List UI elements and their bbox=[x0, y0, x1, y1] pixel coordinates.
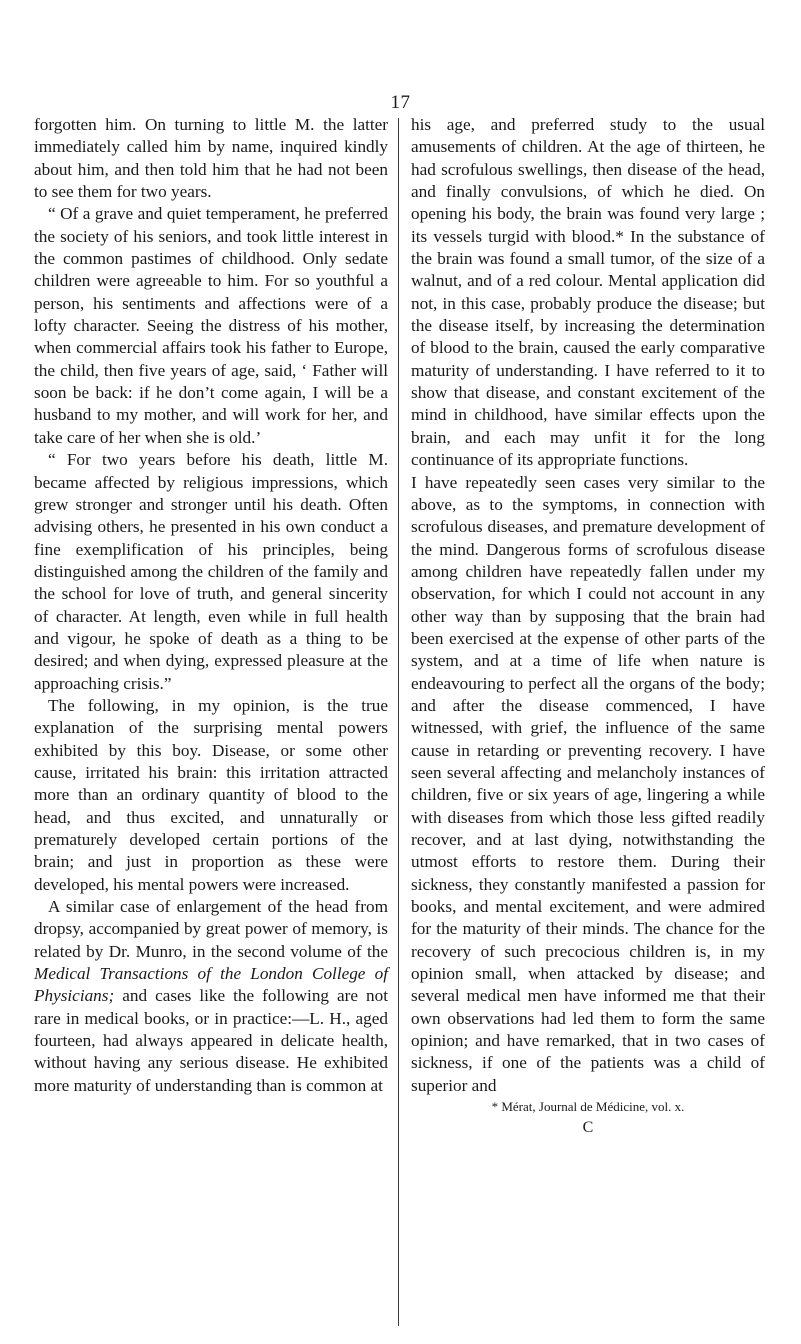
paragraph: “ Of a grave and quiet temperament, he preferred the society of his seniors, and took little interest in the common pastimes of childhood. Only sedate children were agreeable to him. For so youthful a person, his sentiments and affections were of a lofty character. Seeing the distress of his mother, when commercial affairs took his father to Europe, the child, then five years of age, said, ‘ Father will soon be back: if he don’t come again, I will be a husband to my mother, and will work for her, and take care of her when she is old.’ bbox=[34, 204, 388, 447]
column-divider bbox=[398, 118, 399, 1326]
text-run: A similar case of enlargement of the head from dropsy, accompanied by great power of memory, is related by Dr. Munro, in the second volume of the bbox=[34, 897, 388, 961]
left-column bbox=[34, 114, 388, 1097]
right-column bbox=[411, 114, 765, 1138]
text-run: and cases like the following are not rare in medical books, or in practice:—L. H., aged fourteen, had always appeared in delicate health, without having any serious disease. He exhibited more maturity of understanding than is common at bbox=[34, 986, 388, 1095]
journal-title: Medical Transactions of the London College of Physicians; bbox=[34, 964, 388, 1006]
paragraph: “ For two years before his death, little M. became affected by religious impressions, which grew stronger and stronger until his death. Often advising others, he presented in his own conduct a fine exemplification of his principles, being distinguished among the children of the family and the school for love of truth, and general sincerity of character. At length, even while in full health and vigour, he spoke of death as a thing to be desired; and when dying, expressed pleasure at the approaching crisis.” bbox=[34, 450, 388, 693]
paragraph: I have repeatedly seen cases very similar to the above, as to the symptoms, in connection with scrofulous diseases, and premature development of the mind. Dangerous forms of scrofulous disease among children have repeatedly fallen under my observation, for which I could not account in any other way than by supposing that the brain had been exercised at the expense of other parts of the system, and at a time of life when nature is endeavouring to perfect all the organs of the body; and after the disease commenced, I have witnessed, with grief, the influence of the same cause in retarding or preventing recovery. I have seen several affecting and melancholy instances of children, five or six years of age, lingering a while with diseases from which those less gifted readily recover, and at last dying, notwithstanding the utmost efforts to restore them. During their sickness, they constantly manifested a passion for books, and mental excitement, and were admired for the maturity of their minds. The chance for the recovery of such precocious children is, in my opinion small, when attacked by disease; and several medical men have informed me that their own observations had led them to form the same opinion; and have remarked, that in two cases of sickness, if one of the patients was a child of superior and bbox=[411, 472, 765, 1095]
footnote: * Mérat, Journal de Médicine, vol. x. bbox=[491, 1099, 685, 1115]
paragraph: his age, and preferred study to the usual amusements of children. At the age of thirteen, he had scrofulous swellings, then disease of the head, and finally convulsions, of which he died. On opening his body, the brain was found very large ; its vessels turgid with blood.* In the substance of the brain was found a small tumor, of the size of a walnut, and of a red colour. Mental application did not, in this case, probably produce the disease; but the disease itself, by increasing the determination of blood to the brain, caused the early comparative maturity of understanding. I have referred to it to show that disease, and constant excitement of the mind in childhood, have similar effects upon the brain, and each may unfit it for the long continuance of its appropriate functions. bbox=[411, 115, 765, 470]
paragraph: The following, in my opinion, is the true explanation of the surprising mental powers exhibited by this boy. Disease, or some other cause, irritated his brain: this irritation attracted more than an ordinary quantity of blood to the head, and thus excited, and unnaturally or prematurely developed certain portions of the brain; and just in proportion as these were developed, his mental powers were increased. bbox=[34, 695, 388, 894]
page-number: 17 bbox=[390, 92, 411, 113]
paragraph bbox=[34, 896, 388, 1097]
paragraph: forgotten him. On turning to little M. the latter immediately called him by name, inquired kindly about him, and then told him that he had not been to see them for two years. bbox=[34, 115, 388, 202]
signature-mark: C bbox=[582, 1119, 594, 1137]
